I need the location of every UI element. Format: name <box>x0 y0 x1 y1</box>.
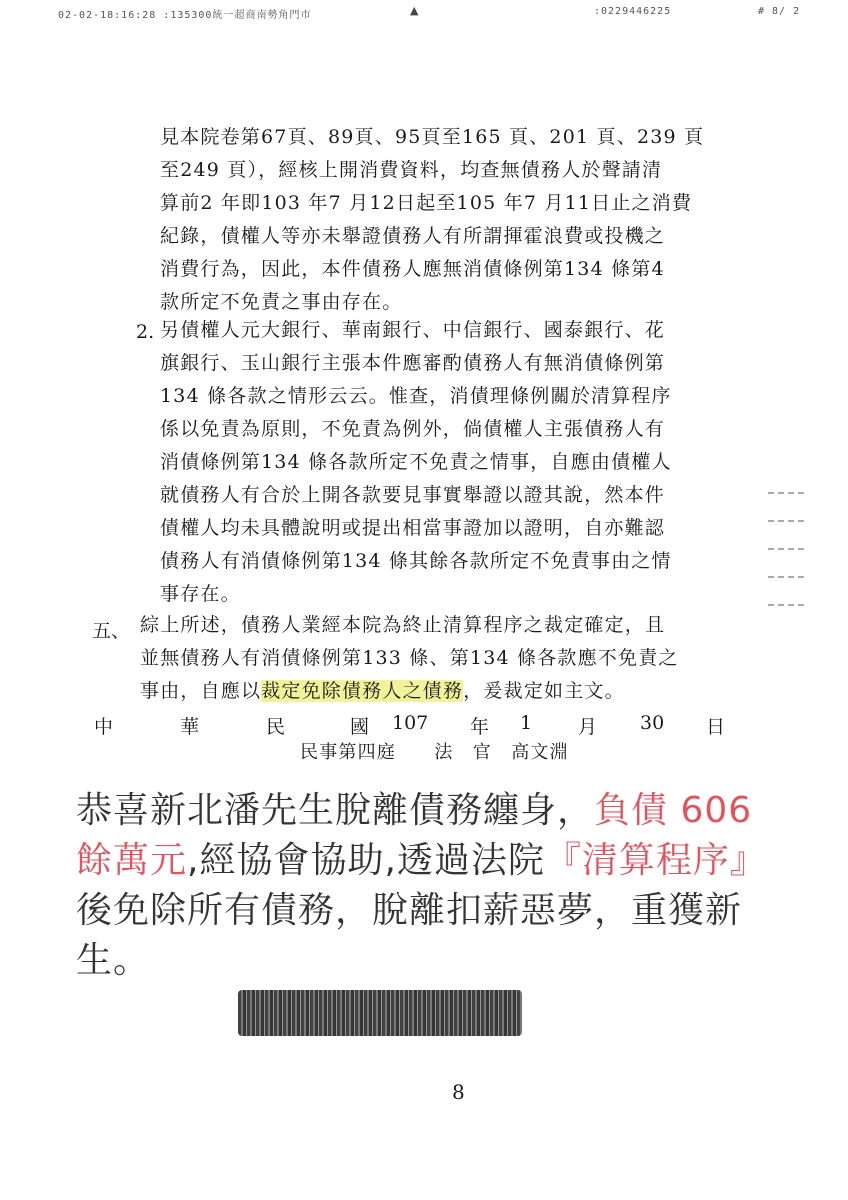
notice-line: 後免除所有債務，脫離扣薪惡夢，重獲新 <box>76 890 743 931</box>
text-line: 並無債務人有消債條例第133 條、第134 條各款應不免責之 <box>140 647 679 669</box>
text-line: 債務人有消債條例第134 條其餘各款所定不免責事由之情 <box>160 550 672 572</box>
text-line: 見本院卷第67頁、89頁、95頁至165 頁、201 頁、239 頁 <box>160 126 705 148</box>
highlighted-phrase: 裁定免除債務人之債務 <box>261 680 464 702</box>
text-line: 算前2 年即103 年7 月12日起至105 年7 月11日止之消費 <box>160 192 693 214</box>
text-line: 至249 頁），經核上開消費資料，均查無債務人於聲請清 <box>160 159 663 181</box>
item-number: 五、 <box>92 620 131 642</box>
date-line: 中 華 民 國 107 年 1 月 30 日 <box>94 712 726 738</box>
text-line: 旗銀行、玉山銀行主張本件應審酌債務人有無消債條例第 <box>160 352 666 374</box>
text-line: 另債權人元大銀行、華南銀行、中信銀行、國泰銀行、花 <box>160 319 666 341</box>
text-line: 就債務人有合於上開各款要見事實舉證以證其說，然本件 <box>160 484 666 506</box>
fax-page-indicator: # 8/ 2 <box>758 6 801 17</box>
notice-line: 餘萬元,經協會協助,透過法院『清算程序』 <box>76 840 767 881</box>
item-number: 2. <box>136 321 155 343</box>
page-number: 8 <box>452 1080 465 1104</box>
scan-mark <box>768 576 804 578</box>
text-line: 事存在。 <box>160 583 241 605</box>
signature-line: 民事第四庭 法 官 高文淵 <box>300 742 569 763</box>
redacted-stamp <box>238 990 522 1036</box>
scan-mark <box>768 492 804 494</box>
text-line: 債權人均未具體說明或提出相當事證加以證明，自亦難認 <box>160 517 666 539</box>
scan-mark <box>768 520 804 522</box>
text-line-highlighted: 事由，自應以裁定免除債務人之債務，爰裁定如主文。 <box>140 680 625 702</box>
debt-amount: 負債 606 <box>594 790 753 831</box>
text-line: 134 條各款之情形云云。惟查，消債理條例關於清算程序 <box>160 385 672 407</box>
scan-mark <box>768 548 804 550</box>
up-arrow-icon: ▲ <box>410 4 419 17</box>
procedure-name: 『清算程序』 <box>544 840 767 881</box>
text-line: 消費行為，因此，本件債務人應無消債條例第134 條第4 <box>160 258 665 280</box>
fax-header-right: :0229446225 <box>594 6 672 17</box>
fax-header-left: 02-02-18:16:28 :135300統一超商南勢角門市 <box>58 10 312 21</box>
text-line: 綜上所述，債務人業經本院為終止清算程序之裁定確定，且 <box>140 614 666 636</box>
text-line: 紀錄，債權人等亦未舉證債務人有所謂揮霍浪費或投機之 <box>160 225 666 247</box>
text-line: 係以免責為原則，不免責為例外，倘債權人主張債務人有 <box>160 418 666 440</box>
text-line: 款所定不免責之事由存在。 <box>160 291 403 313</box>
notice-line: 恭喜新北潘先生脫離債務纏身，負債 606 <box>76 790 753 831</box>
notice-line: 生。 <box>76 940 151 981</box>
text-line: 消債條例第134 條各款所定不免責之情事，自應由債權人 <box>160 451 672 473</box>
scan-mark <box>768 604 804 606</box>
